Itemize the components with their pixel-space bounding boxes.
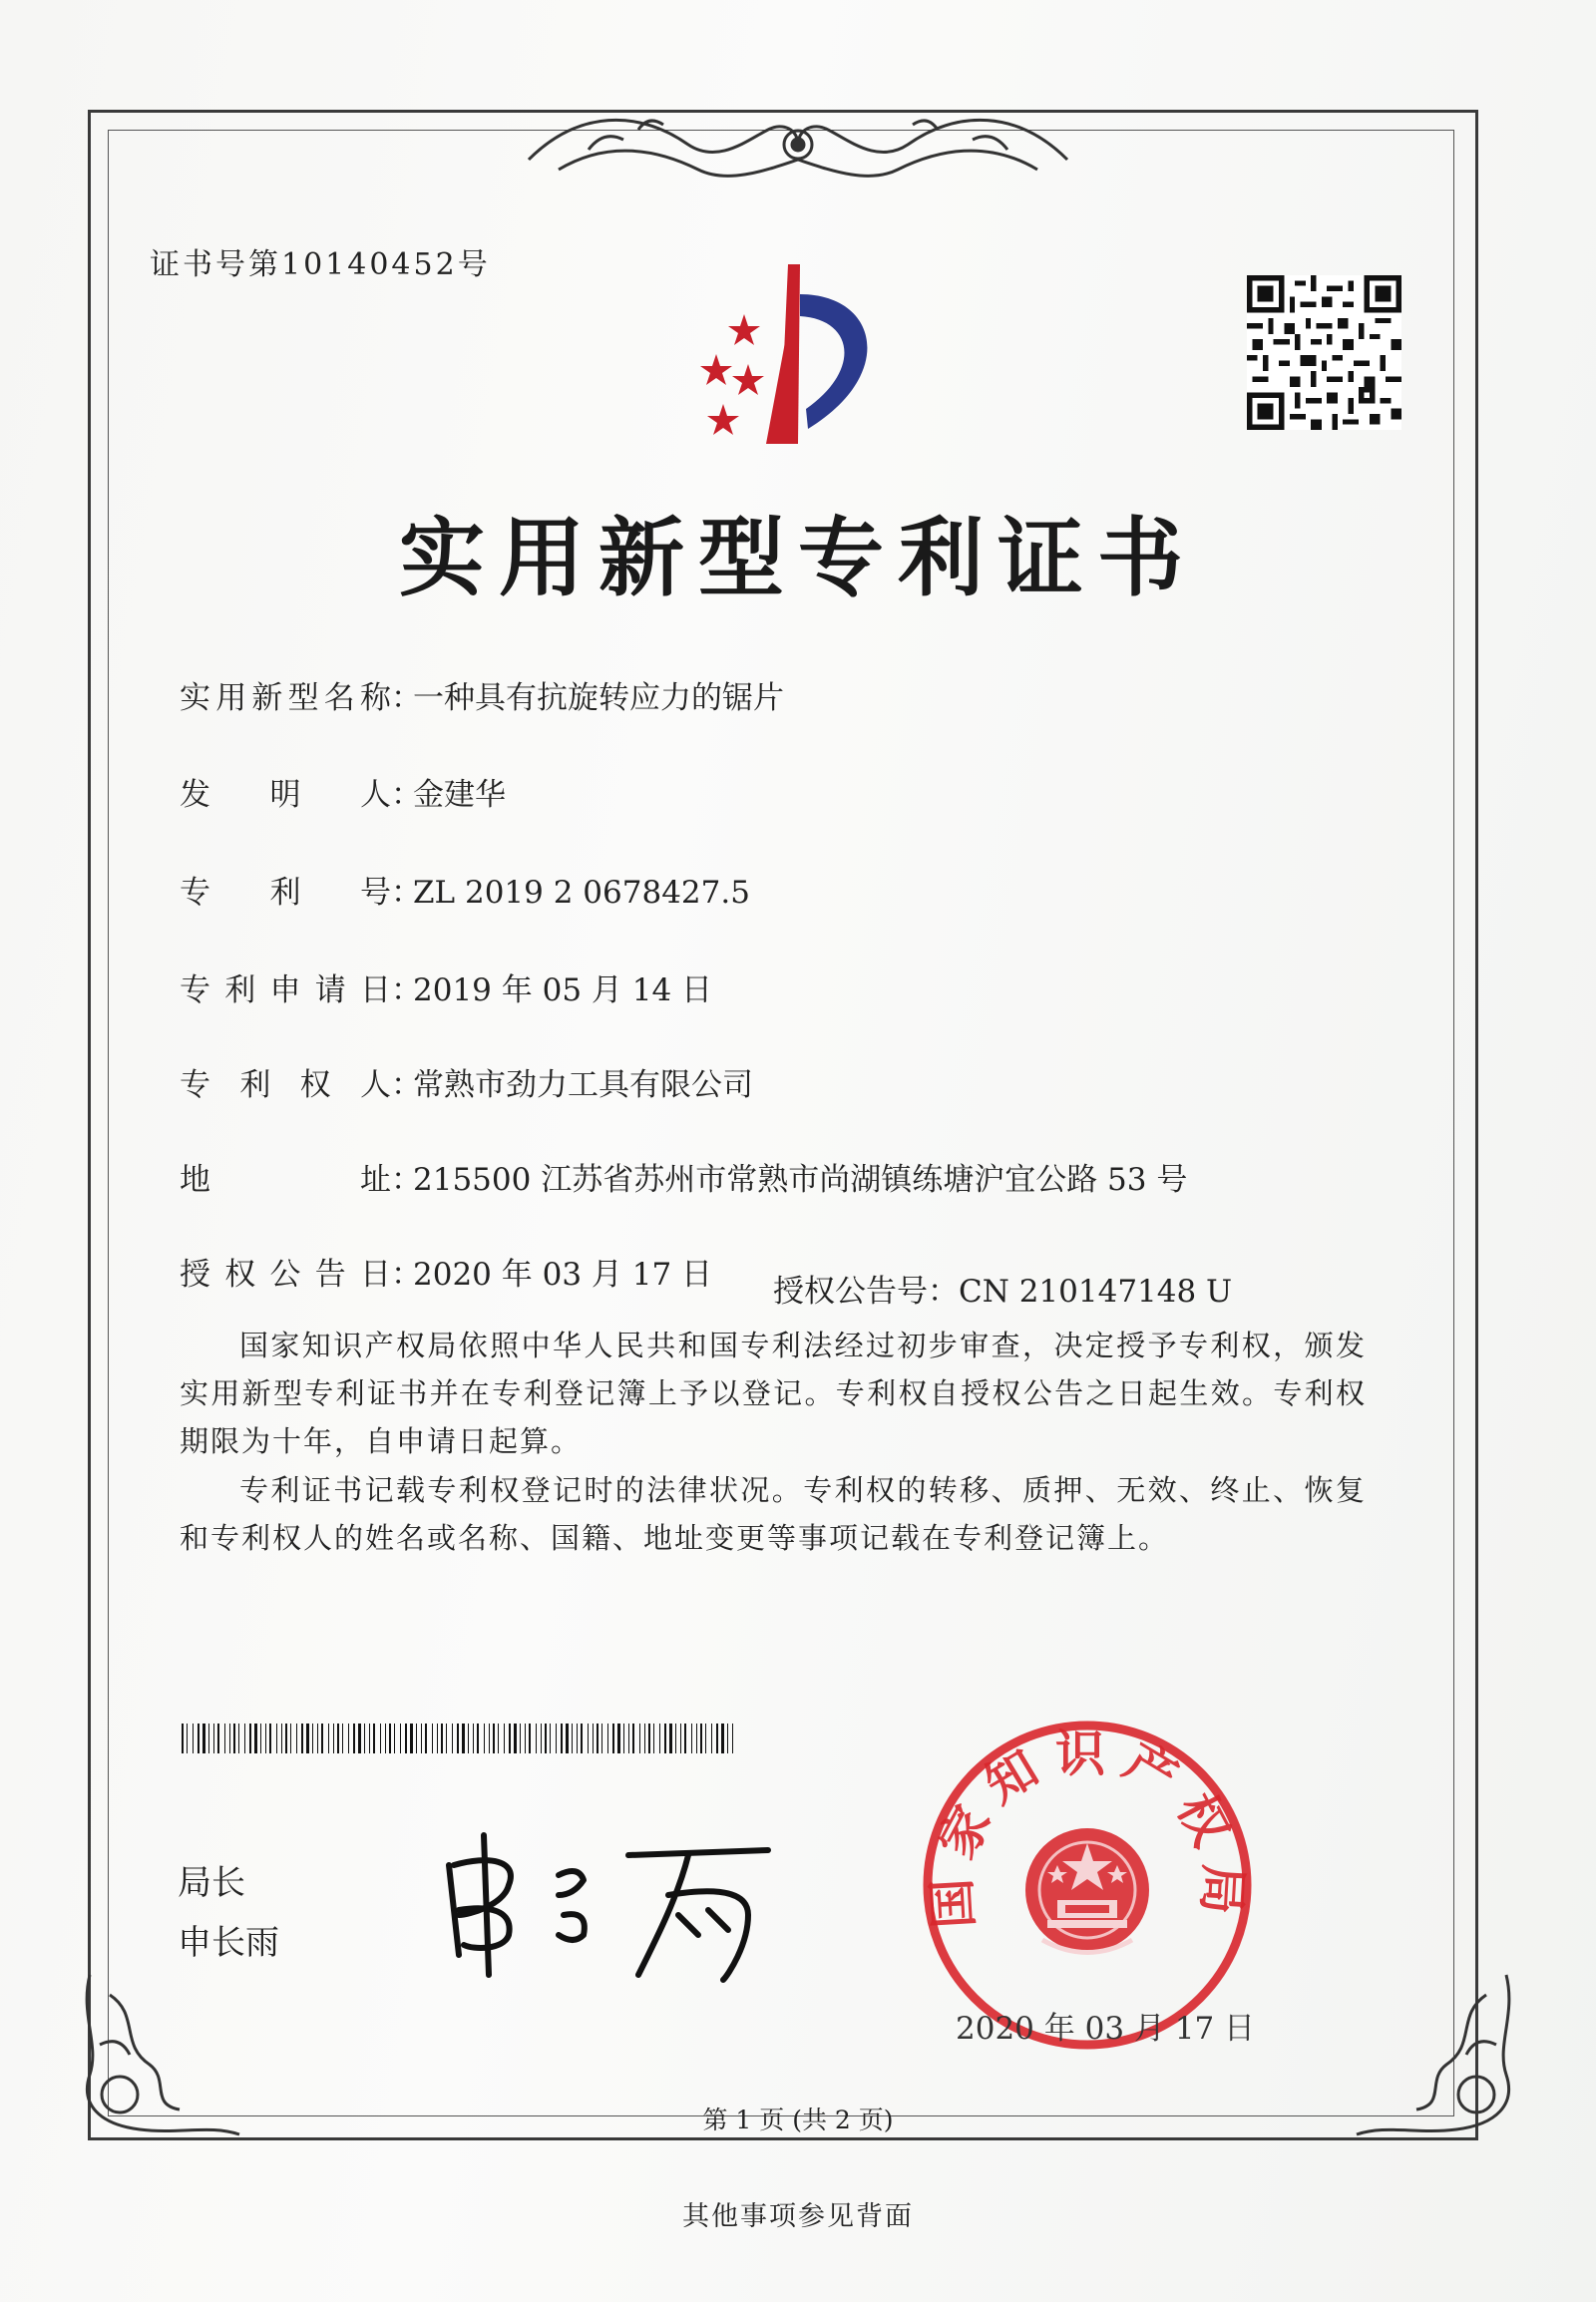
national-emblem-icon bbox=[1025, 1828, 1149, 1953]
barcode-bar bbox=[446, 1724, 447, 1753]
field-label: 实用新型名称 bbox=[180, 680, 391, 716]
barcode-bar bbox=[296, 1724, 297, 1753]
barcode-bar bbox=[721, 1724, 724, 1753]
barcode-bar bbox=[333, 1724, 334, 1753]
barcode-bar bbox=[337, 1724, 339, 1753]
barcode-bar bbox=[260, 1724, 261, 1753]
barcode-bar bbox=[498, 1724, 499, 1753]
barcode-bar bbox=[389, 1724, 391, 1753]
barcode-bar bbox=[348, 1724, 349, 1753]
barcode-bar bbox=[400, 1724, 401, 1753]
field-colon: ： bbox=[391, 1162, 422, 1198]
barcode-bar bbox=[525, 1724, 526, 1753]
barcode-bar bbox=[653, 1724, 654, 1753]
statement-paragraph-1: 国家知识产权局依照中华人民共和国专利法经过初步审查，决定授予专利权，颁发实用新型专利证书并在专利登记簿上予以登记。专利权自授权公告之日起生效。专利权期限为十年，自申请日起算。 bbox=[180, 1329, 1367, 1458]
field-filing-date bbox=[180, 970, 712, 1010]
director-signature bbox=[429, 1815, 788, 1995]
barcode-bar bbox=[342, 1724, 343, 1753]
barcode-bar bbox=[380, 1724, 381, 1753]
certificate-number: 证书号第10140452号 bbox=[150, 247, 491, 282]
barcode-bar bbox=[290, 1724, 291, 1753]
barcode-bar bbox=[556, 1724, 557, 1753]
barcode-bar bbox=[358, 1724, 361, 1753]
field-value: 金建华 bbox=[413, 777, 506, 813]
barcode-bar bbox=[541, 1724, 542, 1753]
barcode-bar bbox=[545, 1724, 547, 1753]
barcode-bar bbox=[607, 1724, 608, 1753]
barcode-bar bbox=[529, 1724, 531, 1753]
barcode-bar bbox=[416, 1724, 417, 1753]
barcode-bar bbox=[601, 1724, 602, 1753]
barcode-bar bbox=[581, 1724, 583, 1753]
barcode-bar bbox=[644, 1724, 645, 1753]
footer-note: 其他事项参见背面 bbox=[682, 2201, 914, 2232]
barcode-bar bbox=[588, 1724, 589, 1753]
field-colon: ： bbox=[391, 680, 422, 716]
barcode-bar bbox=[328, 1724, 329, 1753]
barcode-bar bbox=[561, 1724, 563, 1753]
barcode-bar bbox=[550, 1724, 551, 1753]
barcode-bar bbox=[577, 1724, 578, 1753]
barcode-bar bbox=[632, 1724, 634, 1753]
barcode-bar bbox=[711, 1724, 712, 1753]
barcode-bar bbox=[623, 1724, 624, 1753]
barcode-bar bbox=[385, 1724, 386, 1753]
barcode-bar bbox=[675, 1724, 676, 1753]
barcode-bar bbox=[727, 1724, 728, 1753]
barcode-bar bbox=[198, 1724, 200, 1753]
field-label: 授权公告日 bbox=[180, 1257, 391, 1293]
barcode-bar bbox=[705, 1724, 706, 1753]
barcode-bar bbox=[669, 1724, 672, 1753]
barcode-bar bbox=[437, 1724, 438, 1753]
barcode-bar bbox=[696, 1724, 697, 1753]
barcode-bar bbox=[700, 1724, 702, 1753]
field-label: 专 利 权 人 bbox=[180, 1067, 391, 1103]
barcode-bar bbox=[514, 1724, 517, 1753]
barcode-bar bbox=[306, 1724, 309, 1753]
barcode-icon bbox=[182, 1724, 740, 1753]
barcode-bar bbox=[628, 1724, 629, 1753]
barcode-bar bbox=[317, 1724, 318, 1753]
barcode-bar bbox=[213, 1724, 214, 1753]
barcode-bar bbox=[639, 1724, 640, 1753]
field-colon: ： bbox=[391, 1257, 422, 1293]
field-value: CN 210147148 U bbox=[959, 1274, 1233, 1310]
barcode-bar bbox=[732, 1724, 733, 1753]
seal-text: 国家知识产权局 bbox=[922, 1725, 1253, 1930]
barcode-bar bbox=[680, 1724, 681, 1753]
barcode-bar bbox=[520, 1724, 521, 1753]
barcode-bar bbox=[441, 1724, 443, 1753]
barcode-bar bbox=[281, 1724, 282, 1753]
barcode-bar bbox=[617, 1724, 620, 1753]
barcode-bar bbox=[193, 1724, 194, 1753]
barcode-bar bbox=[716, 1724, 718, 1753]
cnipa-logo-icon bbox=[648, 254, 908, 454]
barcode-bar bbox=[664, 1724, 666, 1753]
barcode-bar bbox=[353, 1724, 355, 1753]
page-indicator: 第 1 页 (共 2 页) bbox=[702, 2106, 894, 2134]
barcode-bar bbox=[208, 1724, 209, 1753]
barcode-bar bbox=[229, 1724, 230, 1753]
director-title: 局长 bbox=[178, 1863, 245, 1903]
barcode-bar bbox=[321, 1724, 323, 1753]
barcode-bar bbox=[238, 1724, 239, 1753]
director-name: 申长雨 bbox=[178, 1923, 279, 1963]
field-colon: ： bbox=[391, 777, 422, 813]
barcode-bar bbox=[269, 1724, 271, 1753]
barcode-bar bbox=[373, 1724, 375, 1753]
barcode-bar bbox=[593, 1724, 594, 1753]
field-colon: ： bbox=[391, 875, 422, 911]
barcode-bar bbox=[484, 1724, 485, 1753]
field-value: 一种具有抗旋转应力的锯片 bbox=[413, 680, 784, 716]
field-grant-number bbox=[773, 1272, 1232, 1312]
barcode-bar bbox=[659, 1724, 660, 1753]
barcode-bar bbox=[202, 1724, 205, 1753]
top-dragon-ornament bbox=[519, 100, 1077, 194]
barcode-bar bbox=[462, 1724, 465, 1753]
field-value: 2020 年 03 月 17 日 bbox=[413, 1257, 713, 1293]
statement-paragraph-2: 专利证书记载专利权登记时的法律状况。专利权的转移、质押、无效、终止、恢复和专利权人的姓名或名称、国籍、地址变更等事项记载在专利登记簿上。 bbox=[180, 1473, 1367, 1555]
barcode-bar bbox=[457, 1724, 459, 1753]
barcode-bar bbox=[489, 1724, 490, 1753]
field-patentee bbox=[180, 1065, 753, 1105]
seal-date: 2020 年 03 月 17 日 bbox=[956, 2011, 1256, 2047]
barcode-bar bbox=[648, 1724, 650, 1753]
field-inventor bbox=[180, 775, 506, 815]
certificate-title: 实用新型专利证书 bbox=[399, 508, 1197, 608]
barcode-bar bbox=[187, 1724, 188, 1753]
barcode-bar bbox=[394, 1724, 395, 1753]
barcode-bar bbox=[233, 1724, 235, 1753]
barcode-bar bbox=[536, 1724, 537, 1753]
field-label: 地 址 bbox=[180, 1162, 391, 1198]
field-address bbox=[180, 1160, 1187, 1200]
barcode-bar bbox=[301, 1724, 303, 1753]
barcode-bar bbox=[425, 1724, 427, 1753]
barcode-bar bbox=[369, 1724, 370, 1753]
barcode-bar bbox=[452, 1724, 453, 1753]
field-value: ZL 2019 2 0678427.5 bbox=[413, 875, 750, 911]
barcode-bar bbox=[473, 1724, 474, 1753]
barcode-bar bbox=[432, 1724, 433, 1753]
barcode-bar bbox=[468, 1724, 469, 1753]
barcode-bar bbox=[312, 1724, 313, 1753]
barcode-bar bbox=[276, 1724, 277, 1753]
barcode-bar bbox=[254, 1724, 257, 1753]
barcode-bar bbox=[597, 1724, 598, 1753]
barcode-bar bbox=[224, 1724, 225, 1753]
barcode-bar bbox=[364, 1724, 365, 1753]
barcode-bar bbox=[684, 1724, 686, 1753]
barcode-bar bbox=[405, 1724, 407, 1753]
field-value: 2019 年 05 月 14 日 bbox=[413, 972, 713, 1008]
barcode-bar bbox=[477, 1724, 479, 1753]
field-value: 215500 江苏省苏州市常熟市尚湖镇练塘沪宜公路 53 号 bbox=[413, 1162, 1188, 1198]
field-colon: ： bbox=[928, 1274, 959, 1310]
barcode-bar bbox=[612, 1724, 614, 1753]
barcode-bar bbox=[217, 1724, 219, 1753]
barcode-bar bbox=[421, 1724, 422, 1753]
field-utility-model-name bbox=[180, 678, 784, 718]
field-label: 专利申请日 bbox=[180, 972, 391, 1008]
barcode-bar bbox=[509, 1724, 511, 1753]
qr-code-icon bbox=[1247, 275, 1401, 430]
barcode-bar bbox=[504, 1724, 505, 1753]
barcode-bar bbox=[493, 1724, 495, 1753]
field-patent-number bbox=[180, 873, 750, 913]
barcode-bar bbox=[182, 1724, 184, 1753]
barcode-bar bbox=[285, 1724, 287, 1753]
barcode-bar bbox=[572, 1724, 573, 1753]
barcode-bar bbox=[265, 1724, 266, 1753]
field-value: 常熟市劲力工具有限公司 bbox=[413, 1067, 753, 1103]
barcode-bar bbox=[691, 1724, 692, 1753]
field-colon: ： bbox=[391, 972, 422, 1008]
field-label: 专 利 号 bbox=[180, 875, 391, 911]
field-colon: ： bbox=[391, 1067, 422, 1103]
field-label: 授权公告号 bbox=[773, 1274, 928, 1310]
barcode-bar bbox=[566, 1724, 569, 1753]
field-grant-date bbox=[180, 1255, 712, 1295]
barcode-bar bbox=[249, 1724, 251, 1753]
field-label: 发 明 人 bbox=[180, 777, 391, 813]
barcode-bar bbox=[410, 1724, 413, 1753]
barcode-bar bbox=[244, 1724, 245, 1753]
